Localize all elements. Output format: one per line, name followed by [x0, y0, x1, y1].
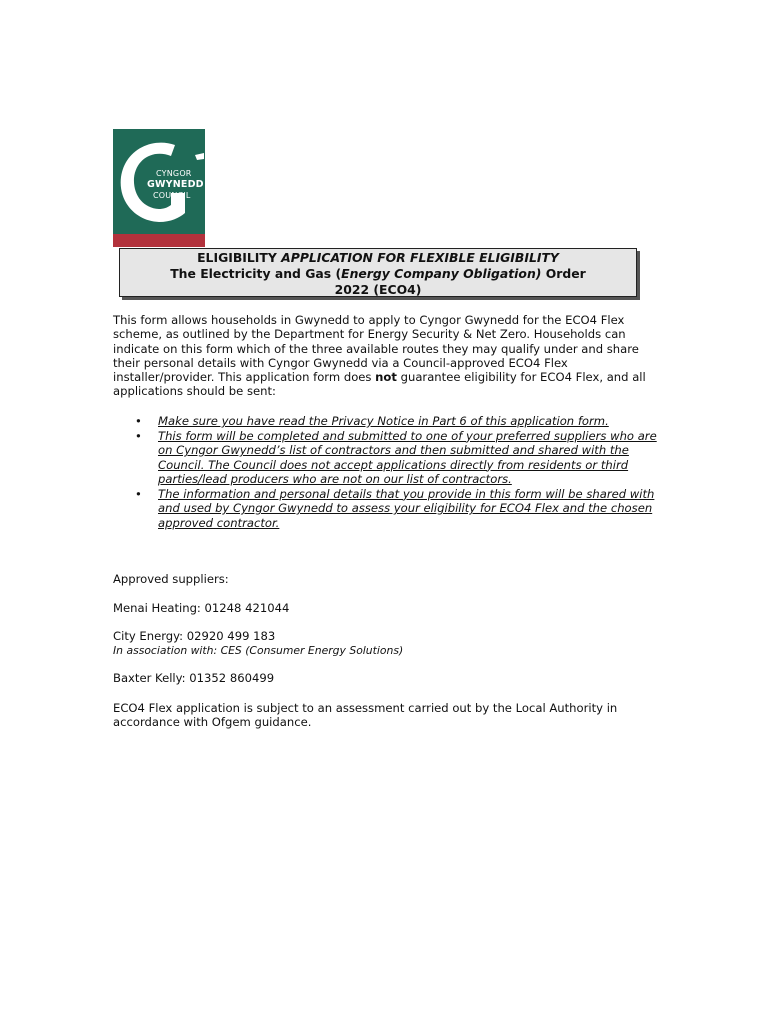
- document-title-box: [119, 248, 637, 297]
- logo-red-band: [113, 234, 205, 247]
- title-line-1: ELIGIBILITY APPLICATION FOR FLEXIBLE ELIGIBILITY: [197, 250, 559, 265]
- list-item: • This form will be completed and submitted to one of your preferred suppliers who are on Cyngor Gwynedd’s list of contractors and then submitted and shared with the Council. The Council does not accept applications directly from residents or third parties/lead producers who are not on our list of contractors.: [135, 428, 657, 486]
- supplier-city-energy-note: In association with: CES (Consumer Energy Solutions): [113, 644, 404, 657]
- supplier-menai: Menai Heating: 01248 421044: [113, 601, 290, 615]
- supplier-baxter-kelly: Baxter Kelly: 01352 860499: [113, 671, 275, 685]
- bullet-icon: •: [135, 414, 142, 428]
- assessment-note: ECO4 Flex application is subject to an assessment carried out by the Local Authority in accordance with Ofgem guidance.: [113, 701, 618, 730]
- cyngor-gwynedd-logo: [113, 129, 205, 247]
- supplier-city-energy: City Energy: 02920 499 183: [113, 629, 276, 643]
- bullet-icon: •: [135, 486, 142, 501]
- title-line-3: 2022 (ECO4): [334, 282, 422, 297]
- suppliers-heading: Approved suppliers:: [113, 572, 229, 586]
- intro-paragraph: This form allows households in Gwynedd to apply to Cyngor Gwynedd for the ECO4 Flex scheme, as outlined by the Department for Energy Security & Net Zero. Households can indicate on this form which of the three available routes they may qualify under and share their personal details with Cyngor Gwynedd via a Council-approved ECO4 Flex installer/provider. This application form does not guarantee eligibility for ECO4 Flex, and all applications should be sent:: [113, 313, 646, 399]
- instructions-list: [113, 414, 658, 530]
- list-item: • Make sure you have read the Privacy Notice in Part 6 of this application form.: [135, 414, 609, 428]
- logo-text-gwynedd: GWYNEDD: [147, 179, 204, 190]
- logo-text-council: COUNCIL: [153, 191, 191, 200]
- list-item: • The information and personal details that you provide in this form will be shared with and used by Cyngor Gwynedd to assess your eligibility for ECO4 Flex and the chosen approved contractor.: [135, 486, 655, 530]
- title-line-2: The Electricity and Gas (Energy Company Obligation) Order: [170, 266, 586, 281]
- logo-text-cyngor: CYNGOR: [156, 169, 192, 178]
- bullet-icon: •: [135, 428, 142, 443]
